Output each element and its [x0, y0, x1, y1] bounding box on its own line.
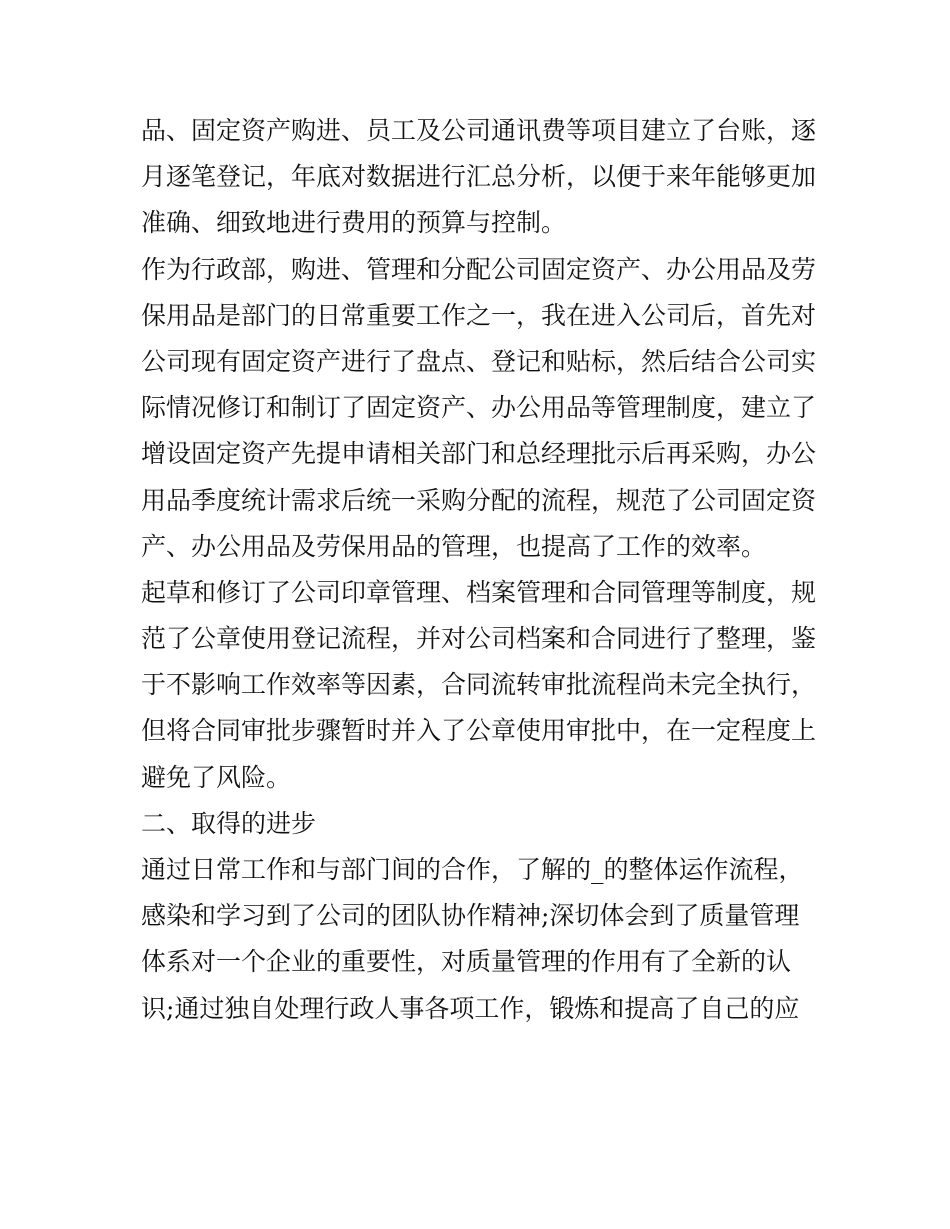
- text-line: 品、固定资产购进、员工及公司通讯费等项目建立了台账，逐: [141, 116, 817, 145]
- text-line: 于不影响工作效率等因素，合同流转审批流程尚未完全执行，: [141, 670, 817, 700]
- text-line: 增设固定资产先提申请相关部门和总经理批示后再采购，办公: [141, 439, 817, 469]
- text-line: 体系对一个企业的重要性，对质量管理的作用有了全新的认: [141, 947, 792, 977]
- text-line: 识;通过独自处理行政人事各项工作，锻炼和提高了自己的应: [141, 993, 800, 1023]
- text-line: 作为行政部，购进、管理和分配公司固定资产、办公用品及劳: [141, 254, 817, 284]
- text-line: 产、办公用品及劳保用品的管理，也提高了工作的效率。: [141, 531, 767, 561]
- text-line: 保用品是部门的日常重要工作之一，我在进入公司后，首先对: [141, 300, 817, 330]
- text-line: 用品季度统计需求后统一采购分配的流程，规范了公司固定资: [141, 485, 817, 515]
- section-heading: 二、取得的进步: [141, 808, 317, 838]
- text-line: 际情况修订和制订了固定资产、办公用品等管理制度，建立了: [141, 393, 817, 423]
- text-line: 范了公章使用登记流程，并对公司档案和合同进行了整理，鉴: [141, 624, 817, 654]
- text-line: 避免了风险。: [141, 762, 292, 792]
- text-line: 但将合同审批步骤暂时并入了公章使用审批中，在一定程度上: [141, 716, 817, 746]
- text-line: 感染和学习到了公司的团队协作精神;深切体会到了质量管理: [141, 901, 800, 931]
- body-text: [141, 108, 821, 1032]
- text-line: 月逐笔登记，年底对数据进行汇总分析，以便于来年能够更加: [141, 162, 817, 192]
- text-line: 通过日常工作和与部门间的合作，了解的_的整体运作流程，: [141, 855, 804, 884]
- text-line: 准确、细致地进行费用的预算与控制。: [141, 208, 567, 238]
- text-line: 公司现有固定资产进行了盘点、登记和贴标，然后结合公司实: [141, 346, 817, 376]
- text-line: 起草和修订了公司印章管理、档案管理和合同管理等制度，规: [141, 577, 817, 607]
